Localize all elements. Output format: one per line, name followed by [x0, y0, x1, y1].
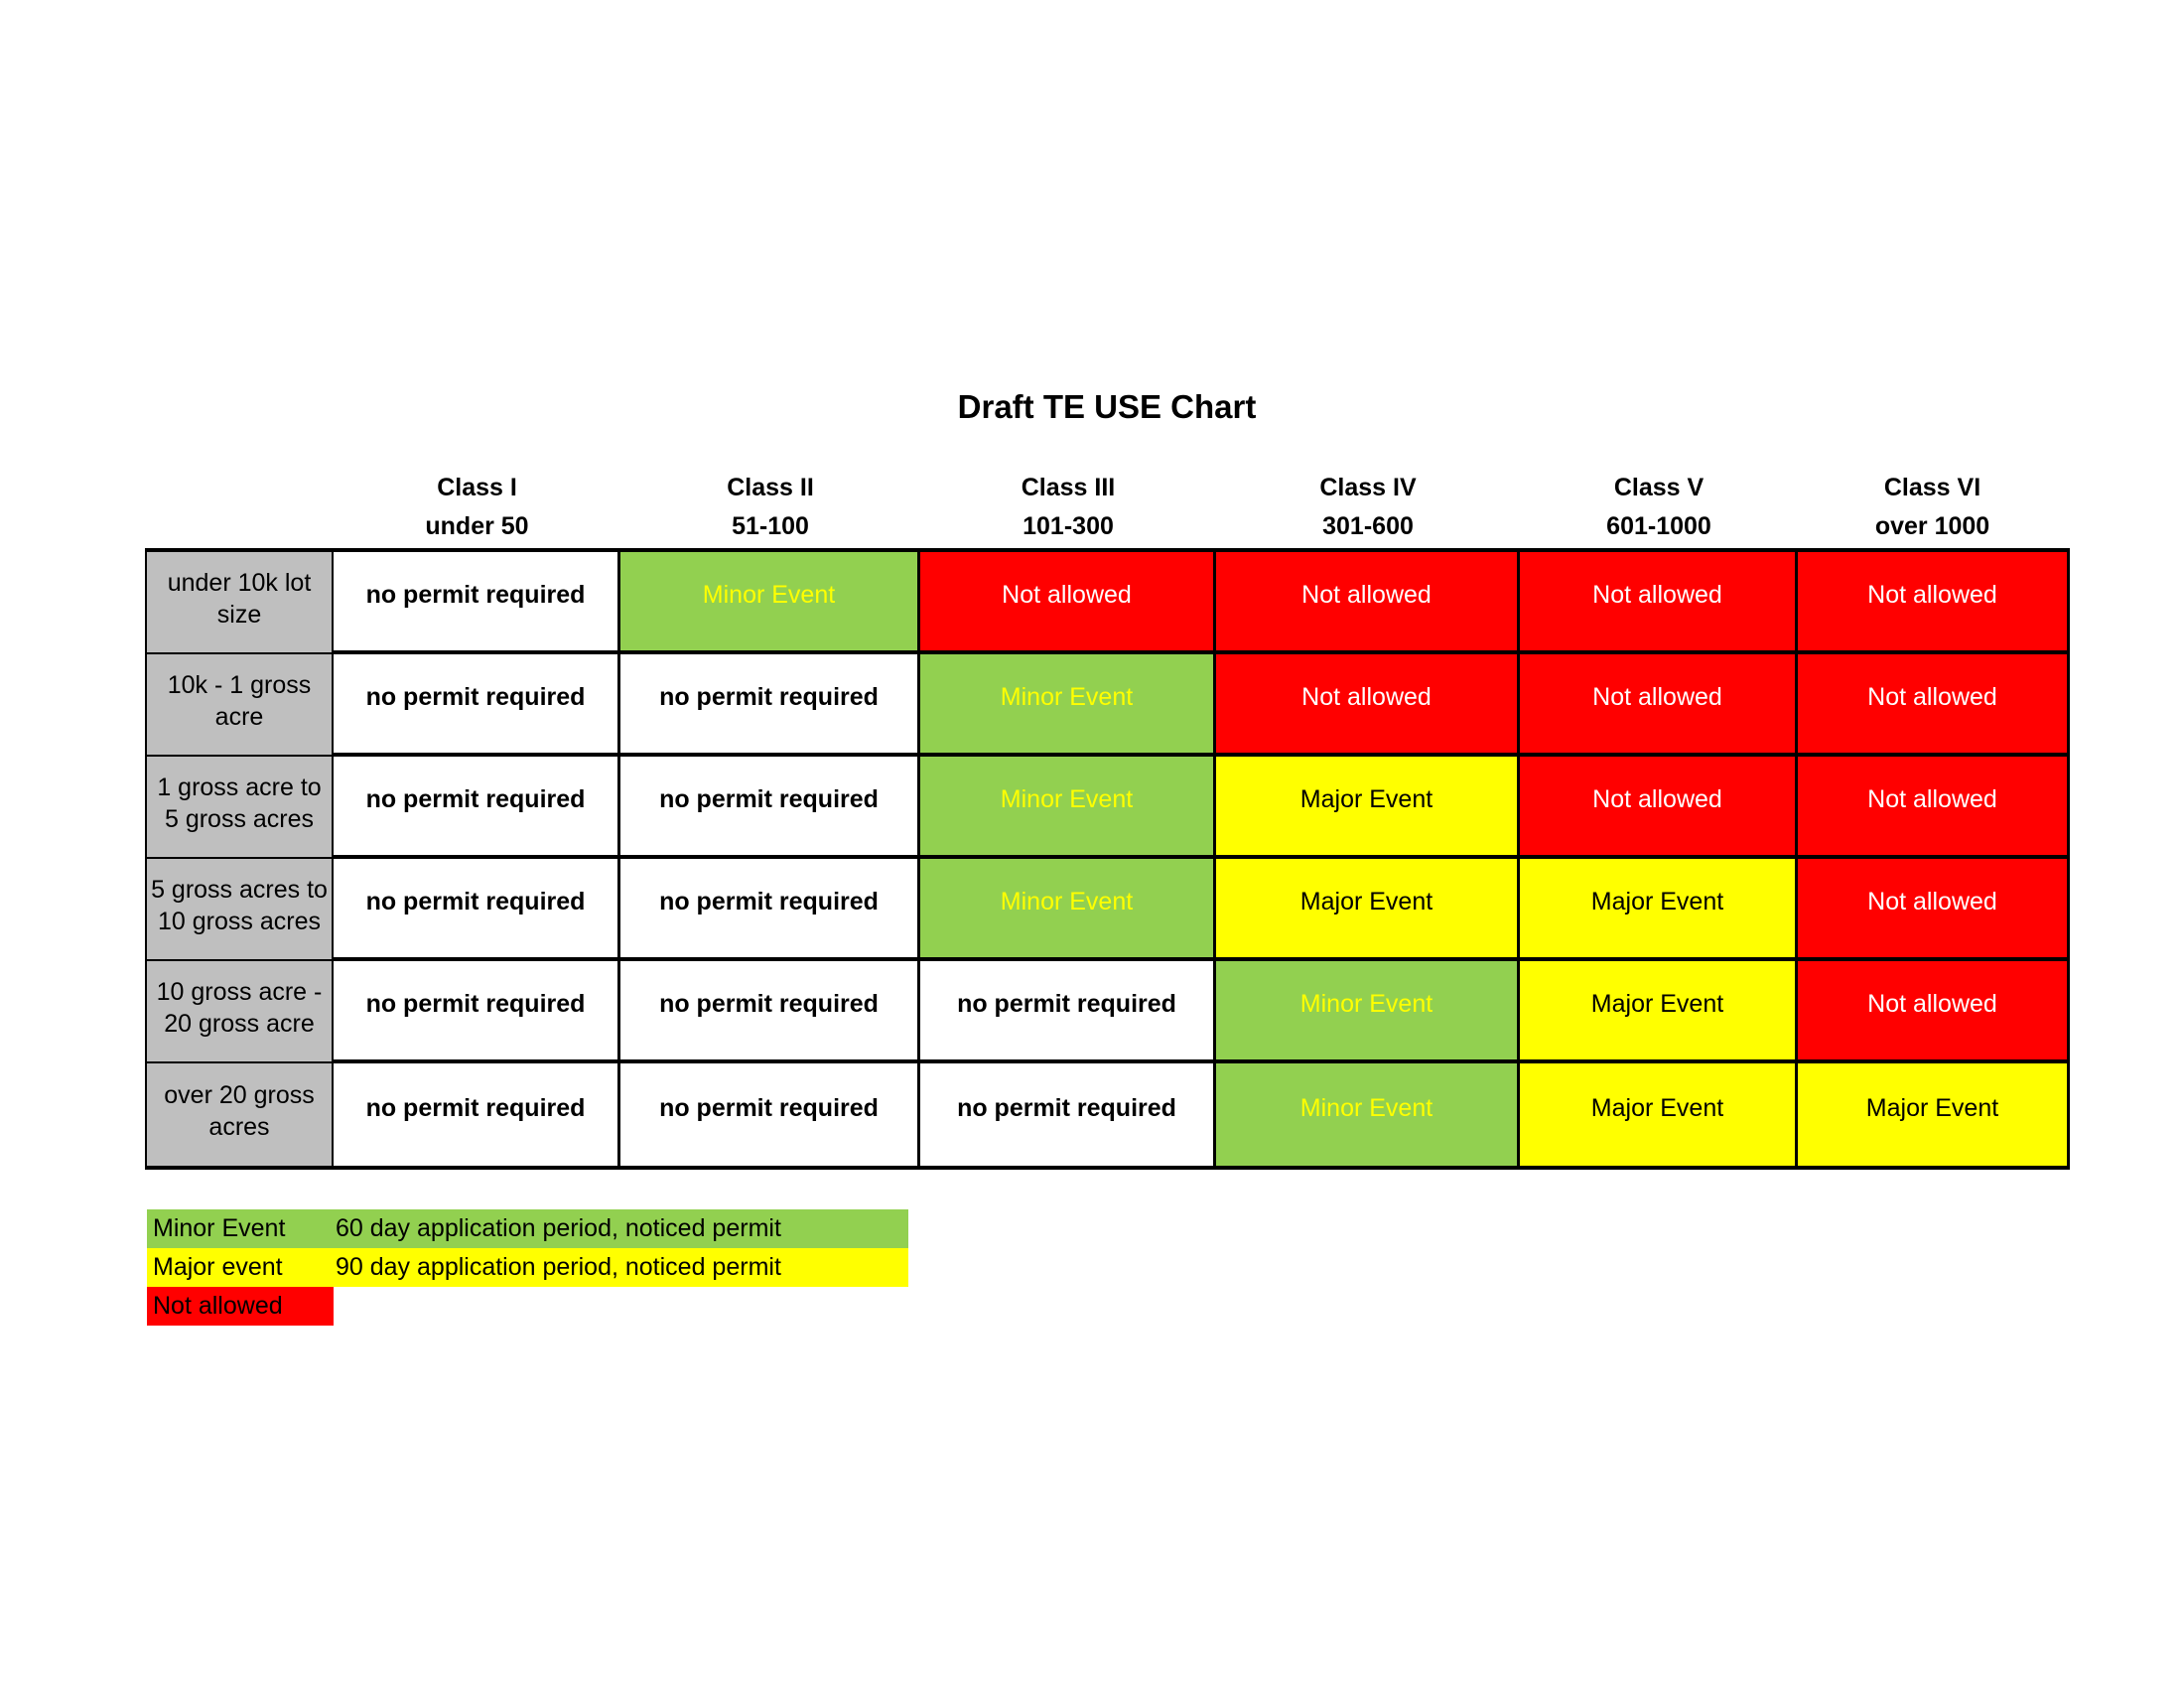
column-header-class: Class V [1613, 474, 1705, 501]
table-cell: Minor Event [920, 757, 1216, 859]
table-cell: Not allowed [1798, 859, 2067, 961]
legend-row [147, 1248, 908, 1287]
column-header [334, 469, 620, 546]
legend-row [147, 1287, 908, 1326]
column-header-range: 101-300 [1023, 512, 1114, 540]
legend-description: 90 day application period, noticed permit [334, 1248, 908, 1287]
table-cell: no permit required [334, 757, 620, 859]
column-header [1520, 469, 1798, 546]
column-header-range: 51-100 [732, 512, 809, 540]
row-header: under 10k lot size [147, 552, 334, 654]
legend-description: 60 day application period, noticed permit [334, 1209, 908, 1248]
column-header [1798, 469, 2067, 546]
row-header: 10k - 1 gross acre [147, 654, 334, 757]
table-cell: no permit required [620, 1063, 920, 1166]
table-cell: Not allowed [1798, 552, 2067, 654]
column-header [620, 469, 920, 546]
legend-swatch-label: Minor Event [147, 1209, 334, 1248]
table-cell: Not allowed [1520, 552, 1798, 654]
table-cell: no permit required [620, 961, 920, 1063]
table-cell: no permit required [920, 1063, 1216, 1166]
table-cell: Major Event [1798, 1063, 2067, 1166]
table-cell: Not allowed [1520, 654, 1798, 757]
row-header: 1 gross acre to 5 gross acres [147, 757, 334, 859]
table-cell: no permit required [620, 859, 920, 961]
legend-description [334, 1287, 908, 1326]
column-header-range: 601-1000 [1606, 512, 1711, 540]
row-header: over 20 gross acres [147, 1063, 334, 1166]
table-cell: no permit required [620, 654, 920, 757]
column-header-class: Class IV [1319, 474, 1417, 501]
table-cell: Major Event [1520, 961, 1798, 1063]
chart-title: Draft TE USE Chart [957, 388, 1257, 425]
column-header-class: Class I [437, 474, 517, 501]
table-cell: Major Event [1216, 859, 1520, 961]
column-header-class: Class VI [1883, 474, 1981, 501]
column-header [1216, 469, 1520, 546]
table-cell: no permit required [334, 961, 620, 1063]
column-headers [147, 469, 2067, 546]
table-cell: Minor Event [1216, 1063, 1520, 1166]
legend-swatch-label: Not allowed [147, 1287, 334, 1326]
legend-row [147, 1209, 908, 1248]
row-header: 5 gross acres to 10 gross acres [147, 859, 334, 961]
table-cell: Minor Event [620, 552, 920, 654]
table-cell: no permit required [334, 859, 620, 961]
legend [147, 1209, 908, 1326]
column-header-class: Class II [727, 474, 814, 501]
table-cell: Minor Event [920, 654, 1216, 757]
table-cell: Not allowed [1798, 757, 2067, 859]
column-header-class: Class III [1021, 474, 1116, 501]
table-cell: no permit required [334, 552, 620, 654]
table-cell: Not allowed [1216, 552, 1520, 654]
table-cell: Not allowed [1798, 961, 2067, 1063]
table-cell: no permit required [620, 757, 920, 859]
column-header-spacer [147, 469, 334, 546]
column-header-range: over 1000 [1874, 512, 1990, 540]
legend-swatch-label: Major event [147, 1248, 334, 1287]
table-cell: no permit required [920, 961, 1216, 1063]
table-cell: Not allowed [1798, 654, 2067, 757]
row-header: 10 gross acre - 20 gross acre [147, 961, 334, 1063]
column-header-range: under 50 [425, 512, 529, 540]
table-cell: Major Event [1520, 859, 1798, 961]
table-cell: Not allowed [920, 552, 1216, 654]
table-cell: Minor Event [920, 859, 1216, 961]
use-chart-table [145, 548, 2070, 1170]
table-cell: Major Event [1520, 1063, 1798, 1166]
table-cell: Minor Event [1216, 961, 1520, 1063]
column-header-range: 301-600 [1322, 512, 1414, 540]
table-cell: Not allowed [1216, 654, 1520, 757]
table-cell: no permit required [334, 654, 620, 757]
table-cell: no permit required [334, 1063, 620, 1166]
table-cell: Major Event [1216, 757, 1520, 859]
column-header [920, 469, 1216, 546]
table-cell: Not allowed [1520, 757, 1798, 859]
